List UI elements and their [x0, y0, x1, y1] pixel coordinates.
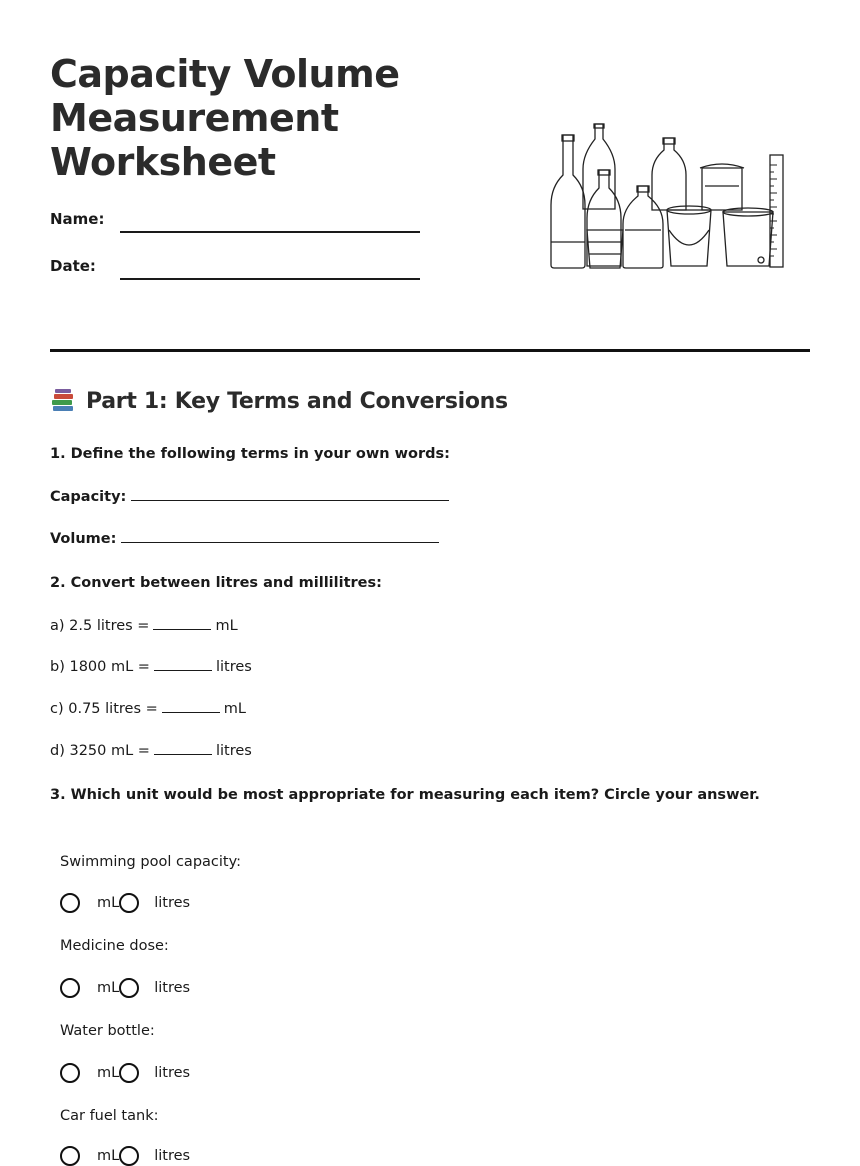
option-label: mL	[97, 1148, 120, 1164]
answer-blank[interactable]	[154, 742, 212, 755]
part1-title: Part 1: Key Terms and Conversions	[86, 388, 508, 414]
section-divider	[50, 349, 810, 352]
question-1-prompt: 1. Define the following terms in your own words:	[50, 446, 450, 462]
term-label: Volume:	[50, 531, 117, 547]
radio-circle[interactable]	[60, 978, 80, 998]
radio-circle[interactable]	[119, 1146, 139, 1166]
option-label: mL	[97, 980, 120, 996]
containers-illustration	[545, 120, 790, 275]
option-label: litres	[154, 895, 191, 911]
answer-blank[interactable]	[154, 658, 212, 671]
conversion-unit: litres	[215, 743, 252, 759]
radio-circle[interactable]	[119, 893, 139, 913]
question-2-prompt: 2. Convert between litres and millilitres:	[50, 575, 382, 591]
conversion-left: a) 2.5 litres =	[50, 618, 150, 634]
conversion-item	[50, 658, 252, 675]
unit-item-label: Car fuel tank:	[60, 1108, 159, 1124]
term-capacity	[50, 488, 449, 505]
radio-circle[interactable]	[60, 1146, 80, 1166]
radio-circle[interactable]	[119, 1063, 139, 1083]
option-litres[interactable]	[119, 1146, 190, 1166]
option-litres[interactable]	[119, 1063, 190, 1083]
option-label: litres	[154, 980, 191, 996]
option-litres[interactable]	[119, 978, 190, 998]
option-litres[interactable]	[119, 893, 190, 913]
option-ml[interactable]	[60, 893, 119, 913]
radio-circle[interactable]	[119, 978, 139, 998]
books-icon	[50, 388, 76, 414]
conversion-item	[50, 617, 238, 634]
term-volume	[50, 530, 439, 547]
answer-blank[interactable]	[121, 530, 439, 543]
answer-blank[interactable]	[162, 700, 220, 713]
date-label: Date:	[50, 257, 96, 275]
option-label: mL	[97, 895, 120, 911]
conversion-unit: mL	[223, 701, 246, 717]
option-ml[interactable]	[60, 1146, 119, 1166]
conversion-unit: mL	[215, 618, 238, 634]
option-label: litres	[154, 1065, 191, 1081]
answer-blank[interactable]	[131, 488, 449, 501]
conversion-left: c) 0.75 litres =	[50, 701, 158, 717]
radio-circle[interactable]	[60, 1063, 80, 1083]
name-label: Name:	[50, 210, 105, 228]
question-3-prompt: 3. Which unit would be most appropriate for measuring each item? Circle your answer.	[50, 787, 760, 803]
option-label: litres	[154, 1148, 191, 1164]
name-field[interactable]	[120, 231, 420, 233]
part1-heading	[50, 388, 508, 414]
date-field[interactable]	[120, 278, 420, 280]
unit-item-label: Swimming pool capacity:	[60, 854, 242, 870]
unit-options	[60, 1063, 190, 1083]
conversion-item	[50, 700, 246, 717]
unit-options	[60, 978, 190, 998]
answer-blank[interactable]	[153, 617, 211, 630]
unit-options	[60, 1146, 190, 1166]
conversion-item	[50, 742, 252, 759]
unit-item-label: Water bottle:	[60, 1023, 155, 1039]
option-ml[interactable]	[60, 1063, 119, 1083]
conversion-left: b) 1800 mL =	[50, 659, 150, 675]
unit-options	[60, 893, 190, 913]
conversion-unit: litres	[215, 659, 252, 675]
option-label: mL	[97, 1065, 120, 1081]
conversion-left: d) 3250 mL =	[50, 743, 150, 759]
term-label: Capacity:	[50, 489, 127, 505]
radio-circle[interactable]	[60, 893, 80, 913]
unit-item-label: Medicine dose:	[60, 938, 169, 954]
worksheet-title: Capacity Volume Measurement Worksheet	[50, 52, 400, 184]
option-ml[interactable]	[60, 978, 119, 998]
